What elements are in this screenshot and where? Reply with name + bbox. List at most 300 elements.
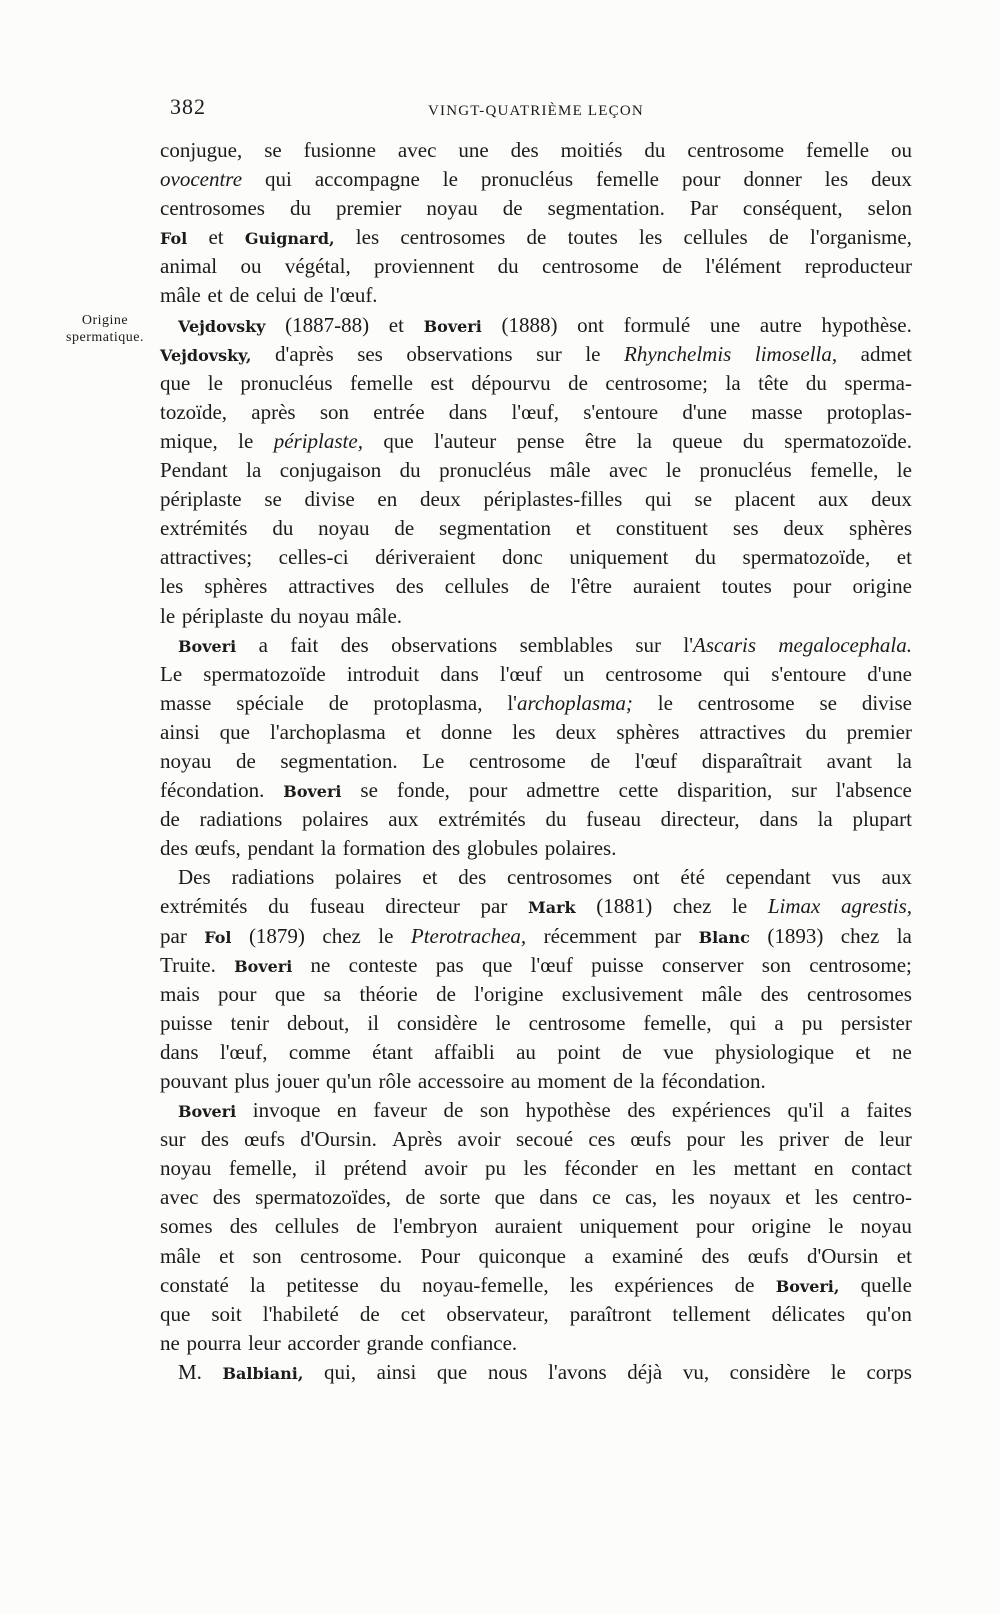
word: pense [516, 428, 565, 453]
word: mâle [701, 981, 743, 1006]
word: sphères [849, 516, 912, 541]
text-line [160, 514, 912, 543]
word: l'œuf, [511, 399, 559, 424]
word: spermatozoïde, [742, 545, 871, 570]
word: (1893) [767, 923, 824, 948]
word: directeur [385, 894, 460, 919]
word: la [896, 923, 912, 948]
word: du [268, 894, 290, 919]
word: confiance. [430, 1330, 518, 1355]
word: de [612, 1069, 633, 1093]
word: deux [555, 719, 597, 744]
word: premier [846, 719, 912, 744]
word: ne [160, 1330, 180, 1355]
word: aux [881, 865, 912, 890]
text-line [160, 165, 912, 194]
text-line [160, 456, 912, 485]
word: le [495, 1010, 511, 1035]
word: ou [891, 138, 912, 162]
word: l'habileté [262, 1301, 339, 1326]
word: noyau [160, 748, 212, 773]
word: dépourvu [471, 370, 551, 395]
word: attractives; [160, 545, 253, 570]
word: que [274, 981, 306, 1006]
word: conjugaison [279, 458, 382, 483]
author-name: Blanc [698, 927, 750, 947]
word: polaires [335, 865, 402, 890]
word [223, 1358, 304, 1387]
word: et [219, 1243, 235, 1268]
word: conséquent, [742, 196, 843, 221]
word: et [575, 516, 591, 541]
word: faveur [373, 1098, 427, 1123]
word: constituent [615, 516, 708, 541]
word: de [768, 225, 789, 250]
word: centrosome; [809, 952, 912, 977]
word: son [479, 1098, 510, 1123]
word: de [590, 748, 611, 773]
word: proviennent [374, 254, 475, 279]
word: des [701, 1243, 730, 1268]
word: centrosome [687, 138, 785, 162]
word: toutes [567, 225, 618, 250]
word: qu'un [325, 1069, 372, 1093]
text-line [160, 922, 912, 951]
word [699, 922, 750, 951]
word: et [422, 865, 438, 890]
word: spéciale [236, 690, 304, 715]
word: attractives [699, 719, 786, 744]
word: priver [778, 1127, 829, 1152]
word: deux [871, 487, 912, 512]
author-name: Balbiani, [222, 1363, 304, 1383]
word: cellules [444, 574, 509, 599]
word: pendant [247, 836, 315, 861]
word: vue [663, 1039, 694, 1064]
word: moment [537, 1069, 607, 1093]
author-name: Boveri [178, 636, 237, 656]
word: Après [392, 1127, 443, 1152]
word: chez [322, 923, 361, 948]
word: d'Oursin. [300, 1127, 377, 1152]
word: moitiés [560, 138, 623, 162]
word: chez [672, 894, 712, 919]
word: grande [366, 1330, 424, 1355]
word: qui [265, 167, 292, 192]
word: il [367, 1010, 380, 1035]
word: œufs [630, 1127, 672, 1152]
word: pour [792, 574, 832, 599]
word: et [855, 1039, 871, 1064]
word: tête [758, 370, 789, 395]
word: fuseau [586, 807, 641, 832]
italic-term: Ascaris [693, 632, 756, 657]
word: Le [160, 661, 183, 686]
word: le [207, 370, 223, 395]
word: l'archoplasma [270, 719, 386, 744]
word: l'œuf. [330, 283, 378, 308]
text-line [160, 1300, 912, 1329]
word: radiations [199, 807, 283, 832]
word: d'une [682, 399, 727, 424]
word: ce [592, 1185, 611, 1210]
word: ses [357, 341, 383, 366]
word: petitesse [286, 1272, 359, 1297]
word: divise [304, 487, 355, 512]
word: paraîtront [569, 1301, 652, 1326]
word: l'œuf [499, 661, 543, 686]
word: être [584, 428, 617, 453]
word: plus [234, 1069, 270, 1093]
word: origine [751, 1214, 812, 1239]
word: en [813, 1156, 834, 1181]
word: pronucléus [699, 458, 792, 483]
word: centrosome; [605, 370, 709, 395]
word: au [510, 1069, 531, 1093]
text-line [160, 1358, 912, 1387]
text-line [160, 223, 912, 252]
word: fusionne [303, 138, 376, 162]
italic-term: megalocephala. [778, 632, 912, 657]
text-line [160, 1096, 912, 1125]
word: en [336, 1098, 357, 1123]
author-name: Fol [160, 229, 188, 249]
word: celui [255, 283, 297, 308]
word: avoir [424, 1156, 468, 1181]
word: le [828, 1214, 844, 1239]
word: masse [160, 690, 212, 715]
word: admet [860, 341, 912, 366]
word: est [430, 370, 454, 395]
text-line [160, 485, 912, 514]
word: les [692, 1156, 716, 1181]
italic-term: Limax [767, 894, 821, 919]
word: les [740, 1127, 764, 1152]
word: puisse [160, 1010, 213, 1035]
text-line [160, 1183, 912, 1212]
word: Pour [420, 1243, 461, 1268]
word: été [680, 865, 705, 890]
word: segmentation [439, 516, 551, 541]
word: et [208, 225, 224, 250]
word: examiné [612, 1243, 684, 1268]
italic-term: périplaste, [273, 428, 363, 453]
word: uniquement [579, 1214, 679, 1239]
word: mâle. [356, 603, 403, 628]
author-name: Boveri, [775, 1276, 840, 1296]
word: centrosome. [300, 1243, 403, 1268]
word: debout, [286, 1010, 350, 1035]
word: qui [723, 661, 751, 686]
word: se [264, 487, 282, 512]
text-line [160, 398, 912, 427]
word: du [742, 428, 764, 453]
word: donner [743, 167, 802, 192]
word: deux [783, 516, 825, 541]
word: de [734, 1272, 755, 1297]
word: l'œuf [530, 952, 573, 977]
word: spermatozoïde. [784, 428, 912, 453]
word: qui [644, 487, 672, 512]
margin-note-line: spermatique. [66, 330, 144, 345]
word [274, 427, 363, 456]
word: ont [577, 312, 604, 337]
word: hypothèse. [821, 312, 912, 337]
word: le [378, 923, 394, 948]
word: dans [759, 807, 798, 832]
word: femelle, [810, 458, 879, 483]
word: divise [861, 690, 912, 715]
word: queue [672, 428, 723, 453]
word [178, 311, 265, 340]
word: introduit [346, 661, 420, 686]
word: femelle [350, 370, 414, 395]
word: du [644, 138, 666, 162]
author-name: Boveri [423, 316, 482, 336]
word: de [394, 516, 415, 541]
word: point [557, 1039, 601, 1064]
word: constaté [160, 1272, 229, 1297]
word: cellules [683, 225, 748, 250]
word: a [840, 1098, 850, 1123]
word: la [636, 428, 652, 453]
italic-term: archoplasma; [516, 690, 633, 715]
word: Pendant [160, 458, 228, 483]
word: ne [892, 1039, 912, 1064]
body-text [160, 136, 912, 1387]
word: l'archoplasma; [507, 690, 633, 715]
running-head: VINGT-QUATRIÈME LEÇON [428, 103, 644, 119]
word: par [160, 923, 187, 948]
word: que [383, 428, 414, 453]
word: la [896, 748, 912, 773]
word [424, 311, 482, 340]
word: périplaste [160, 487, 242, 512]
word: les [160, 574, 184, 599]
word: par [654, 923, 682, 948]
word: qu'il [787, 1098, 824, 1123]
word: sur [160, 1127, 186, 1152]
word: dans [539, 1185, 578, 1210]
word: premier [336, 196, 402, 221]
word: un [563, 661, 585, 686]
text-line [160, 602, 912, 631]
word: pronucléus [240, 370, 333, 395]
word: cellules [274, 1214, 340, 1239]
word: le [665, 458, 682, 483]
word: Le [422, 748, 445, 773]
word: reproducteur [804, 254, 912, 279]
word: vus [831, 865, 861, 890]
text-line [160, 1009, 912, 1038]
author-name: Guignard, [244, 229, 335, 249]
text-line [160, 340, 912, 369]
word: les [824, 167, 849, 192]
word: centrosomes [160, 196, 265, 221]
word [778, 631, 912, 660]
word: centrosome [605, 661, 703, 686]
word: cette [618, 778, 659, 803]
word: et [785, 1185, 801, 1210]
italic-term: ovocentre [160, 167, 243, 192]
word: pour [682, 167, 721, 192]
word: directeur, [660, 807, 740, 832]
word: son [252, 1243, 282, 1268]
word: de [359, 1301, 380, 1326]
word: du [399, 458, 421, 483]
word: récemment [543, 923, 637, 948]
word: le [896, 458, 912, 483]
word: de [303, 283, 324, 308]
word: des [160, 836, 188, 861]
word: polaires [302, 807, 369, 832]
text-line [160, 660, 912, 689]
word: des [627, 1098, 656, 1123]
word: quiconque [478, 1243, 567, 1268]
word: les [355, 225, 380, 250]
word: pourra [186, 1330, 242, 1355]
word [204, 922, 231, 951]
word: noyau [160, 1156, 212, 1181]
word: physiologique [715, 1039, 835, 1064]
word [160, 223, 187, 252]
word: origine [852, 574, 912, 599]
author-name: Boveri [283, 782, 342, 802]
word: conteste [348, 952, 418, 977]
word: du [545, 807, 567, 832]
word: accompagne [314, 167, 420, 192]
word: contact [851, 1156, 912, 1181]
word: au [516, 1039, 536, 1064]
word [178, 631, 236, 660]
word [160, 165, 242, 194]
word: avant [826, 748, 873, 773]
word: auraient [633, 574, 701, 599]
word: donne [440, 719, 493, 744]
author-name: Mark [528, 898, 576, 918]
word: une [709, 312, 741, 337]
word: qui [729, 1010, 757, 1035]
word: pour [686, 1127, 725, 1152]
text-line [160, 1038, 912, 1067]
word: du [272, 516, 294, 541]
word: deux [871, 167, 912, 192]
word: et [388, 312, 404, 337]
word [234, 951, 292, 980]
page-number: 382 [170, 94, 206, 119]
word: après [251, 399, 296, 424]
text-line [160, 805, 912, 834]
word [283, 776, 341, 805]
word: chez [840, 923, 880, 948]
word: faites [866, 1098, 912, 1123]
word: cas, [625, 1185, 658, 1210]
word: somes [160, 1214, 213, 1239]
word: M. [178, 1359, 202, 1384]
word: sphères [616, 719, 680, 744]
word: aux [818, 487, 849, 512]
word: de [160, 807, 180, 832]
word: fécondation. [160, 778, 265, 803]
word: du [270, 603, 292, 628]
italic-term: Rhynchelmis [624, 341, 732, 366]
word: le [442, 167, 458, 192]
word: a [258, 632, 268, 657]
word: centro- [852, 1185, 912, 1210]
word: centrosomes [400, 225, 506, 250]
word: la [250, 1272, 266, 1297]
word: nous [487, 1359, 528, 1384]
word [178, 1096, 236, 1125]
word: la [320, 836, 336, 861]
word: tenir [230, 1010, 269, 1035]
word: cependant [725, 865, 811, 890]
word: a [774, 1010, 784, 1035]
word: qu'on [866, 1301, 912, 1326]
word [624, 340, 731, 369]
word: des [760, 981, 789, 1006]
word: son [319, 399, 349, 424]
word: de [235, 748, 256, 773]
text-line [160, 194, 912, 223]
word: l'élément [705, 254, 782, 279]
word: toutes [721, 574, 772, 599]
word: accorder [287, 1330, 360, 1355]
word: puisse [591, 952, 644, 977]
word: sur [536, 341, 562, 366]
word: périplaste [181, 603, 264, 628]
word: leur [248, 1330, 281, 1355]
word [776, 1271, 840, 1300]
word: et [207, 283, 223, 308]
word [160, 340, 252, 369]
word: observations [406, 341, 513, 366]
word: formulé [623, 312, 691, 337]
word: délicates [771, 1301, 846, 1326]
word: considère [397, 1010, 478, 1035]
word: polaires. [544, 836, 617, 861]
word: mais [160, 981, 200, 1006]
word: disparition, [677, 778, 773, 803]
word: l'œuf [634, 748, 678, 773]
word: d'Oursin [806, 1243, 879, 1268]
word: il [314, 1156, 327, 1181]
word: une [458, 138, 489, 162]
word: des [229, 1214, 258, 1239]
word: noyau [318, 516, 370, 541]
word: avec [160, 1185, 199, 1210]
word: accessoire [417, 1069, 505, 1093]
word: des [200, 1127, 229, 1152]
word: que [494, 1185, 525, 1210]
word: dériveraient [375, 545, 476, 570]
word: noyau [860, 1214, 912, 1239]
word: centrosome [697, 690, 795, 715]
word: œufs, [194, 836, 241, 861]
word: les [814, 1185, 839, 1210]
word: d'une [867, 661, 912, 686]
word: de [502, 196, 523, 221]
word: ne [310, 952, 331, 977]
word: spermatozoïde [203, 661, 326, 686]
word: sur [635, 632, 661, 657]
word: de [229, 283, 250, 308]
word: du [805, 719, 827, 744]
author-name: Vejdovsky [178, 316, 266, 336]
word: vu, [682, 1359, 710, 1384]
word: radiations [231, 865, 315, 890]
word: la [725, 370, 741, 395]
